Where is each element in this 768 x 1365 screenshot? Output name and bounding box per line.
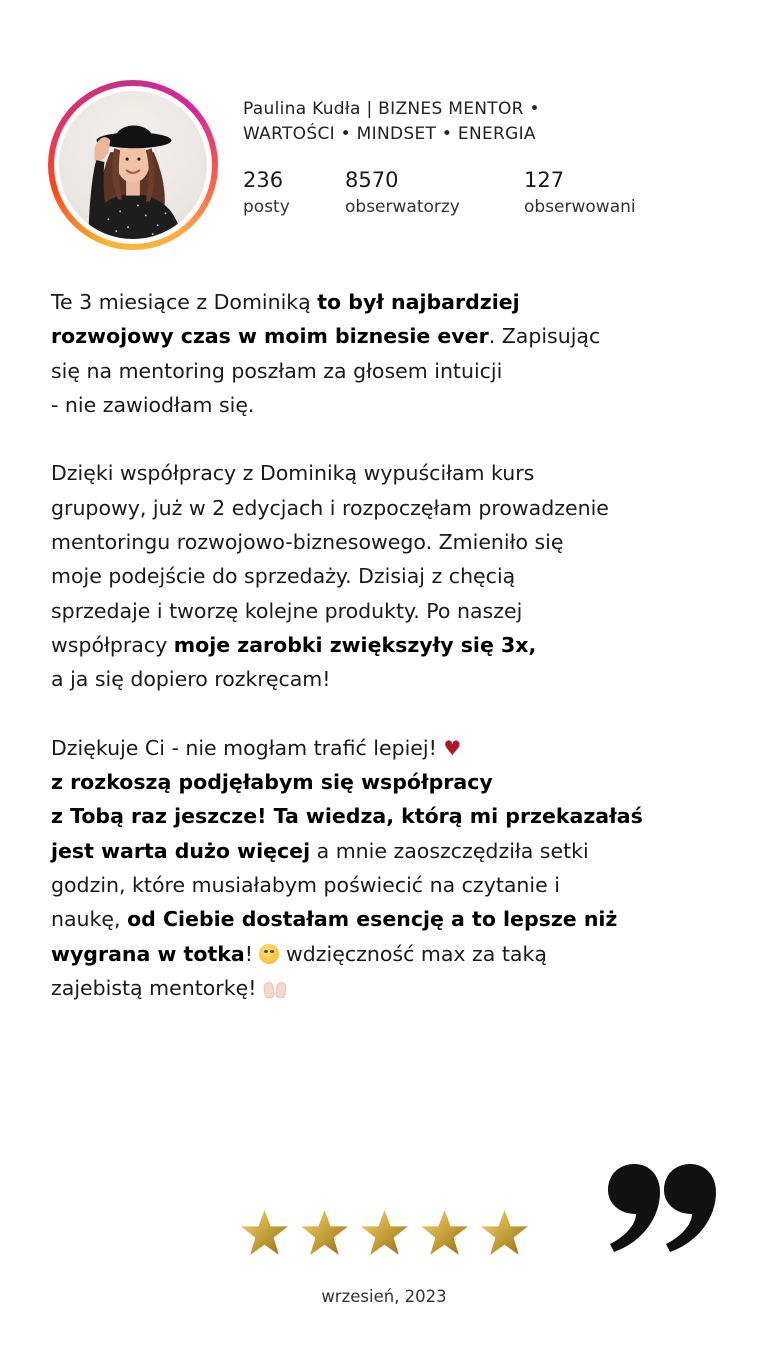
- stat-followers-label: obserwatorzy: [345, 197, 460, 217]
- stat-posts[interactable]: [243, 167, 345, 220]
- relieved-face-icon: [259, 944, 279, 964]
- stat-followers-value: 8570: [345, 168, 399, 192]
- stat-posts-value: 236: [243, 168, 284, 192]
- profile-name-line1: Paulina Kudła | BIZNES MENTOR •: [243, 99, 540, 119]
- star-icon: [359, 1208, 410, 1259]
- testimonial-text: [51, 285, 741, 1040]
- closing-quote-icon: [606, 1160, 718, 1260]
- heart-icon: ♥: [443, 735, 462, 760]
- stat-following-value: 127: [524, 168, 565, 192]
- testimonial-date: wrzesień, 2023: [321, 1287, 447, 1306]
- rating-stars: [239, 1208, 530, 1259]
- stat-following[interactable]: [524, 167, 636, 220]
- stat-following-label: obserwowani: [524, 197, 636, 217]
- star-icon: [299, 1208, 350, 1259]
- testimonial-paragraph-3: Dziękuje Ci - nie mogłam trafić lepiej! ♥ z rozkoszą podjęłabym się współpracy z Tobą raz jeszcze! Ta wiedza, którą mi przekazałaś jest warta dużo więcej a mnie zaoszczędziła setki godzin, które musiałabym poświecić na czytanie i naukę, od Ciebie dostałam esencję a to lepsze niż wygrana w totka! wdzięczność max za taką zajebistą mentorkę!: [51, 735, 643, 1000]
- star-icon: [419, 1208, 470, 1259]
- star-icon: [479, 1208, 530, 1259]
- testimonial-paragraph-1: Te 3 miesiące z Dominiką to był najbardziej rozwojowy czas w moim biznesie ever. Zapisując się na mentoring poszłam za głosem intuicji - nie zawiodłam się.: [51, 290, 601, 417]
- avatar-ring: [48, 80, 218, 250]
- raised-hands-icon: [263, 978, 287, 998]
- profile-name-line2: WARTOŚCI • MINDSET • ENERGIA: [243, 124, 536, 144]
- profile-photo-icon: [59, 91, 207, 239]
- stat-followers[interactable]: [345, 167, 524, 220]
- profile-stats: [243, 167, 636, 220]
- profile-name: [243, 97, 663, 147]
- star-icon: [239, 1208, 290, 1259]
- stat-posts-label: posty: [243, 197, 290, 217]
- testimonial-paragraph-2: Dzięki współpracy z Dominiką wypuściłam kurs grupowy, już w 2 edycjach i rozpoczęłam prowadzenie mentoringu rozwojowo-biznesowego. Zmieniło się moje podejście do sprzedaży. Dzisiaj z chęcią sprzedaje i tworzę kolejne produkty. Po naszej współpracy moje zarobki zwiększyły się 3x, a ja się dopiero rozkręcam!: [51, 461, 609, 692]
- avatar: [59, 91, 207, 239]
